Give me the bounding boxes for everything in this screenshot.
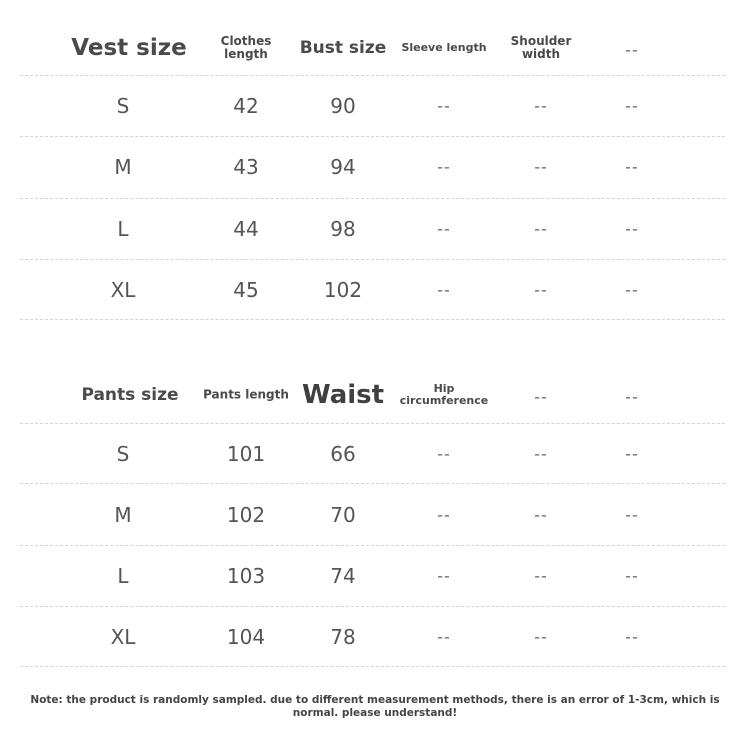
vest-cell: 90 [330,94,356,118]
pants-header-2: Pants length [203,387,289,402]
vest-cell: 98 [330,217,356,241]
vest-cell: -- [534,96,548,116]
pants-cell: 66 [330,442,356,466]
vest-cell: 43 [233,155,259,179]
vest-header-3: Bust size [299,38,387,58]
vest-row-divider [20,259,725,260]
vest-cell: -- [437,280,451,300]
pants-cell: -- [534,566,548,586]
vest-cell: -- [625,219,639,239]
pants-cell: -- [625,627,639,647]
pants-cell: -- [625,444,639,464]
pants-cell: 103 [226,564,266,588]
pants-cell: -- [437,505,451,525]
pants-header-3: Waist [301,380,385,410]
vest-cell: 45 [233,278,259,302]
vest-row-divider [20,319,725,320]
pants-row-divider [20,483,725,484]
vest-cell: -- [437,157,451,177]
pants-cell: XL [110,625,136,649]
pants-header-4: Hip circumference [399,382,489,407]
pants-cell: -- [625,566,639,586]
pants-cell: -- [437,444,451,464]
vest-cell: -- [625,96,639,116]
vest-header-4: Sleeve length [401,41,487,54]
vest-row-divider [20,198,725,199]
pants-row-divider [20,545,725,546]
pants-header-6: -- [625,387,639,407]
pants-row-divider [20,606,725,607]
vest-cell: 44 [233,217,259,241]
pants-cell: 70 [330,503,356,527]
pants-cell: -- [437,627,451,647]
pants-cell: -- [625,505,639,525]
vest-cell: 102 [323,278,363,302]
vest-header-5: Shoulder width [510,34,572,61]
vest-cell: S [116,94,130,118]
pants-cell: M [114,503,132,527]
vest-cell: 42 [233,94,259,118]
vest-cell: -- [534,157,548,177]
vest-row-divider [20,136,725,137]
vest-cell: -- [437,219,451,239]
vest-header-2: Clothes length [220,34,272,61]
pants-cell: S [116,442,130,466]
pants-cell: -- [534,444,548,464]
pants-cell: 78 [330,625,356,649]
pants-cell: 102 [226,503,266,527]
vest-header-1: Vest size [71,35,187,61]
pants-cell: -- [534,505,548,525]
vest-cell: -- [534,280,548,300]
vest-cell: L [117,217,129,241]
pants-cell: 101 [226,442,266,466]
pants-header-1: Pants size [81,385,179,405]
vest-cell: M [114,155,132,179]
pants-row-divider [20,423,725,424]
pants-cell: -- [437,566,451,586]
pants-cell: 104 [226,625,266,649]
pants-row-divider [20,666,725,667]
vest-header-6: -- [625,40,639,60]
vest-cell: XL [110,278,136,302]
vest-cell: -- [625,280,639,300]
vest-cell: -- [625,157,639,177]
vest-cell: 94 [330,155,356,179]
vest-cell: -- [437,96,451,116]
pants-header-5: -- [534,387,548,407]
pants-cell: -- [534,627,548,647]
pants-cell: L [117,564,129,588]
pants-cell: 74 [330,564,356,588]
measurement-note: Note: the product is randomly sampled. due to different measurement methods, there is an error of 1-3cm, which is normal. please understand! [30,694,720,719]
vest-row-divider [20,75,725,76]
vest-cell: -- [534,219,548,239]
